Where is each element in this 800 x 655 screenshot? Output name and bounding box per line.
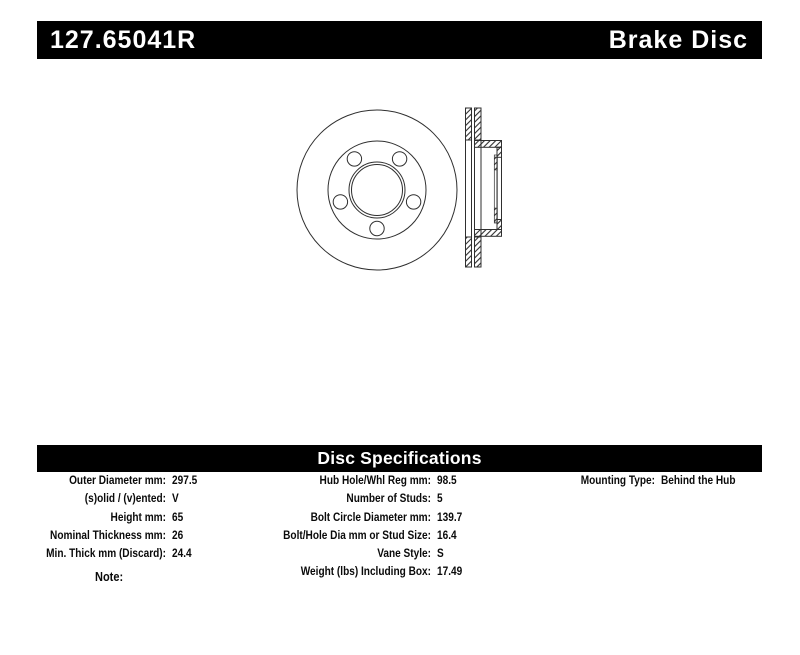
- hub-hole-inner-circle: [352, 165, 403, 216]
- spec-value: 17.49: [437, 564, 463, 579]
- disc-cross-section-view: [466, 108, 502, 267]
- spec-label: Hub Hole/Whl Reg mm:: [319, 473, 431, 487]
- spec-label: Weight (lbs) Including Box:: [300, 564, 431, 579]
- spec-label: Outer Diameter mm:: [69, 473, 166, 487]
- spec-label: (s)olid / (v)ented:: [84, 491, 166, 506]
- spec-value: 16.4: [437, 527, 457, 542]
- stud-hole: [333, 195, 347, 209]
- stud-hole-section-hatch: [494, 208, 497, 222]
- spec-label: Bolt Circle Diameter mm:: [310, 509, 431, 524]
- stud-hole: [370, 221, 384, 235]
- disc-front-view: [297, 110, 457, 270]
- plate-hatch: [466, 108, 472, 140]
- part-number: 127.65041R: [50, 25, 197, 54]
- friction-ring-inner-circle: [328, 141, 426, 239]
- spec-value: V: [172, 491, 179, 506]
- hub-hole-outer-circle: [349, 162, 405, 218]
- spec-labels-left: [43, 471, 166, 562]
- stud-hole: [392, 152, 406, 166]
- spec-value: 26: [172, 527, 184, 542]
- spec-section-title: Disc Specifications: [317, 448, 482, 468]
- note-label: Note:: [95, 570, 124, 584]
- spec-label: Height mm:: [110, 509, 166, 524]
- spec-value: 139.7: [437, 509, 463, 524]
- spec-value: 297.5: [172, 473, 198, 487]
- spec-label: Nominal Thickness mm:: [50, 527, 166, 542]
- spec-values-middle: [437, 471, 462, 581]
- spec-value: 24.4: [172, 546, 192, 561]
- stud-hole: [406, 195, 420, 209]
- spec-value: 5: [437, 491, 443, 506]
- outer-diameter-circle: [297, 110, 457, 270]
- stud-hole: [347, 152, 361, 166]
- spec-values-left: [172, 471, 197, 562]
- spec-labels-middle: [271, 471, 431, 581]
- plate-hatch: [466, 237, 472, 267]
- header-bar: [37, 21, 762, 59]
- plate-hatch: [475, 237, 482, 267]
- brake-disc-technical-drawing: [285, 95, 510, 275]
- hat-right-wall: [497, 147, 502, 229]
- spec-section-bar: [37, 445, 762, 472]
- product-type: Brake Disc: [608, 25, 748, 54]
- spec-label: Mounting Type:: [580, 473, 655, 487]
- spec-label: Number of Studs:: [346, 491, 431, 506]
- hat-wall-hatch: [497, 220, 502, 230]
- plate-hatch: [475, 108, 482, 140]
- spec-label: Bolt/Hole Dia mm or Stud Size:: [283, 527, 431, 542]
- spec-label: Vane Style:: [377, 546, 431, 561]
- spec-value: 98.5: [437, 473, 457, 487]
- spec-value: Behind the Hub: [661, 473, 736, 487]
- spec-label: Min. Thick mm (Discard):: [46, 546, 166, 561]
- spec-value: 65: [172, 509, 184, 524]
- stud-hole-section-hatch: [494, 157, 497, 170]
- hat-top-flange: [475, 141, 502, 148]
- spec-values-right: [661, 471, 735, 489]
- hat-bottom-flange: [475, 230, 502, 237]
- spec-value: S: [437, 546, 444, 561]
- hat-wall-hatch: [497, 147, 502, 157]
- spec-labels-right: [525, 471, 655, 489]
